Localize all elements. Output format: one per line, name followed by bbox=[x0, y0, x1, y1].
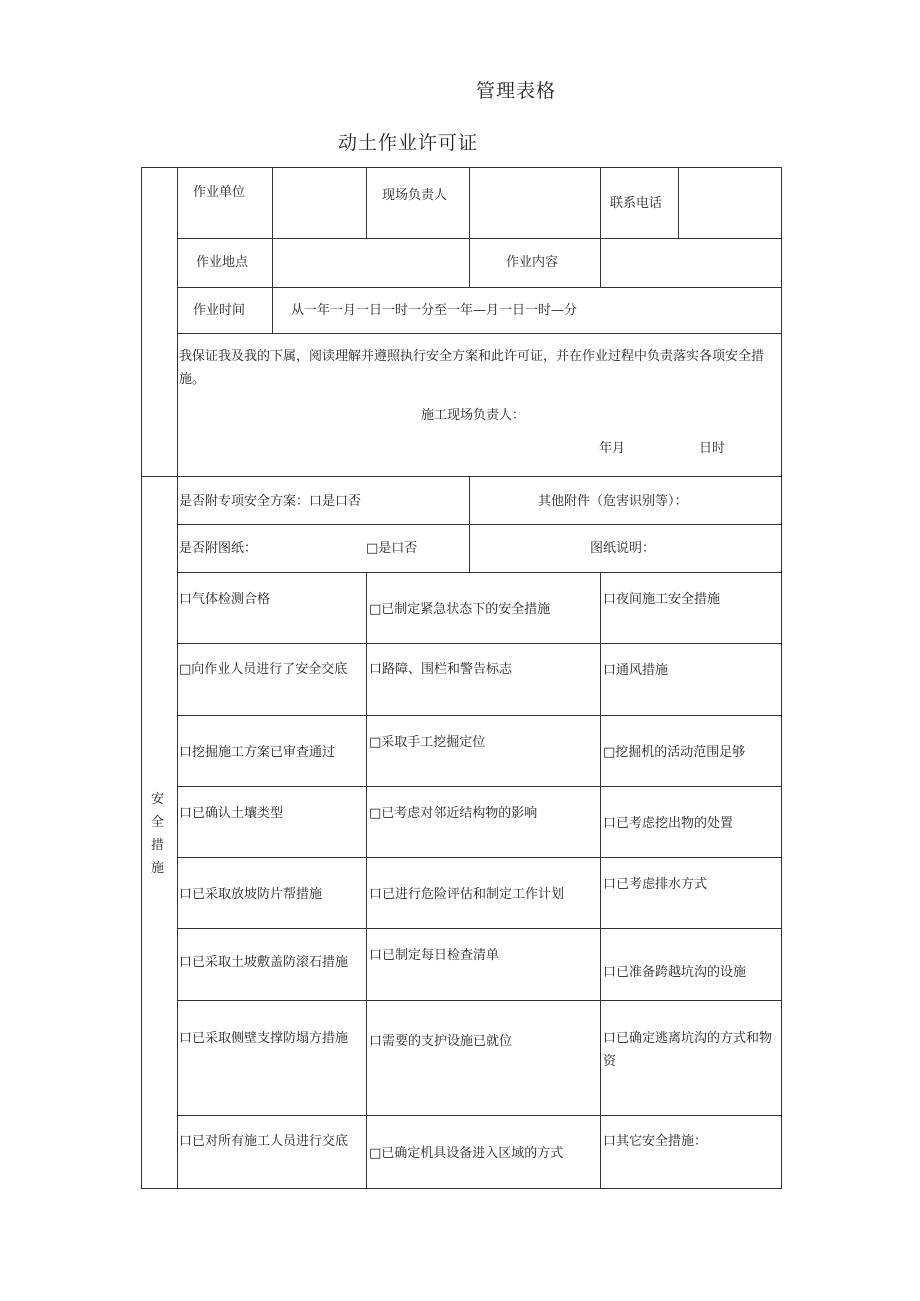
drawing-attached-label: 是否附图纸： bbox=[179, 541, 258, 556]
measure-item: 口已采取放坡防片帮措施 bbox=[179, 887, 323, 902]
measure-item: 口其它安全措施： bbox=[603, 1134, 708, 1149]
measure-item: 口挖掘施工方案已审查通过 bbox=[179, 745, 336, 760]
safety-plan-attached: 是否附专项安全方案：口是口否 bbox=[179, 494, 362, 509]
row-divider bbox=[177, 572, 782, 573]
table-border bbox=[781, 167, 782, 1189]
measure-item: 口夜间施工安全措施 bbox=[603, 592, 721, 607]
site-manager-label: 现场负责人 bbox=[382, 188, 448, 203]
drawing-description-label: 图纸说明： bbox=[590, 541, 656, 556]
drawing-attached-value: □是口否 bbox=[366, 541, 418, 556]
pledge-date-month: 年月 bbox=[599, 441, 626, 456]
col-divider bbox=[600, 572, 601, 1189]
measure-item: 口已准备跨越坑沟的设施 bbox=[603, 965, 747, 980]
col-divider bbox=[272, 167, 273, 334]
pledge-text: 我保证我及我的下属，阅读理解并遵照执行安全方案和此许可证，并在作业过程中负责落实各项安全措施。 bbox=[179, 349, 765, 387]
measure-item: 口已制定每日检查清单 bbox=[369, 948, 500, 963]
row-divider bbox=[177, 857, 782, 858]
measure-item: 口已进行危险评估和制定工作计划 bbox=[369, 887, 565, 902]
col-divider bbox=[678, 167, 679, 239]
measure-item: □挖掘机的活动范围足够 bbox=[603, 745, 746, 760]
table-border bbox=[141, 167, 142, 1189]
col-divider bbox=[469, 476, 470, 573]
row-divider bbox=[177, 928, 782, 929]
measure-item: □向作业人员进行了安全交底 bbox=[179, 662, 348, 677]
pledge-signer-label: 施工现场负责人： bbox=[421, 408, 526, 423]
row-divider bbox=[177, 524, 782, 525]
work-time-value: 从一年一月一日一时一分至一年—月一日一时—分 bbox=[291, 303, 578, 318]
row-divider bbox=[177, 786, 782, 787]
measure-item: 口已确认土壤类型 bbox=[179, 806, 284, 821]
work-unit-label: 作业单位 bbox=[193, 185, 246, 200]
pledge-date-day: 日时 bbox=[699, 441, 726, 456]
work-location-label: 作业地点 bbox=[196, 255, 249, 270]
row-divider bbox=[141, 476, 782, 477]
measure-item: 口已考虑排水方式 bbox=[603, 877, 708, 892]
measure-item: 口需要的支护设施已就位 bbox=[369, 1034, 513, 1049]
table-border bbox=[177, 167, 178, 1189]
measure-item: □已确定机具设备进入区域的方式 bbox=[369, 1146, 564, 1161]
work-time-label: 作业时间 bbox=[193, 303, 246, 318]
work-content-label: 作业内容 bbox=[506, 255, 559, 270]
row-divider bbox=[177, 238, 782, 239]
table-border bbox=[141, 167, 782, 168]
table-border bbox=[141, 1188, 782, 1189]
col-divider bbox=[600, 167, 601, 288]
col-divider bbox=[469, 167, 470, 288]
measure-item: 口已确定逃离坑沟的方式和物资 bbox=[603, 1031, 773, 1069]
row-divider bbox=[177, 333, 782, 334]
measure-item: 口通风措施 bbox=[603, 663, 669, 678]
col-divider bbox=[366, 167, 367, 239]
measure-item: 口已采取土坡敷盖防滚石措施 bbox=[179, 955, 349, 970]
measure-item: 口已采取侧壁支撑防塌方措施 bbox=[179, 1031, 349, 1046]
col-divider bbox=[366, 572, 367, 1189]
measure-item: 口已对所有施工人员进行交底 bbox=[179, 1134, 349, 1149]
safety-measures-side-label: 安全措施 bbox=[151, 792, 165, 876]
measure-item: 口已考虑挖出物的处置 bbox=[603, 816, 734, 831]
measure-item: 口气体检测合格 bbox=[179, 592, 271, 607]
row-divider bbox=[177, 287, 782, 288]
contact-phone-label: 联系电话 bbox=[610, 196, 663, 211]
measure-item: □已制定紧急状态下的安全措施 bbox=[369, 602, 551, 617]
measure-item: □采取手工挖掘定位 bbox=[369, 735, 486, 750]
page-header-title: 管理表格 bbox=[476, 80, 557, 102]
row-divider bbox=[177, 643, 782, 644]
row-divider bbox=[177, 1115, 782, 1116]
other-attachments-label: 其他附件（危害识别等）： bbox=[538, 494, 688, 509]
measure-item: 口路障、围栏和警告标志 bbox=[369, 662, 513, 677]
form-title: 动土作业许可证 bbox=[338, 132, 479, 154]
measure-item: □已考虑对邻近结构物的影响 bbox=[369, 806, 538, 821]
row-divider bbox=[177, 1000, 782, 1001]
row-divider bbox=[177, 715, 782, 716]
